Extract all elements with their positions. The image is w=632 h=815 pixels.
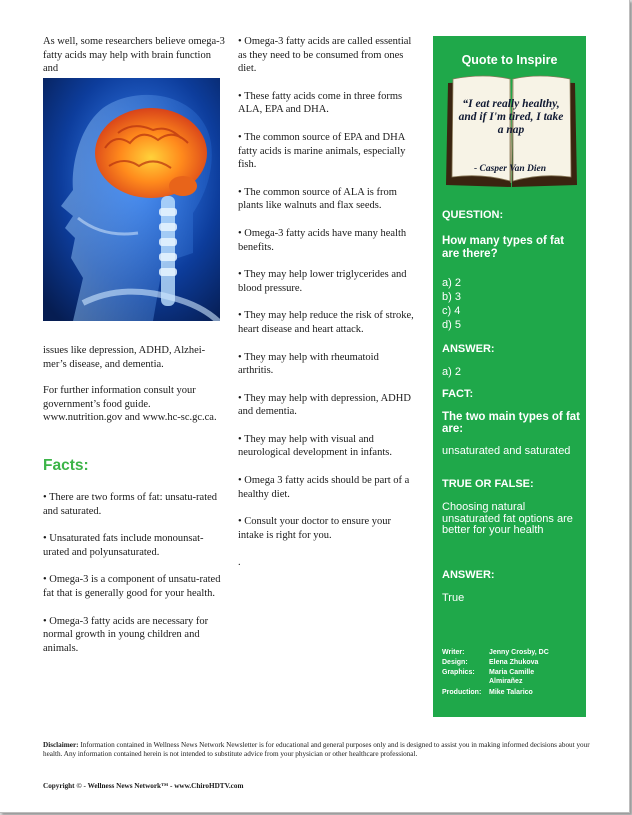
bullet-item: • Omega-3 fatty acids are called essential as they need to be consumed from ones diet. bbox=[238, 36, 412, 75]
bullet-item: • The common source of EPA and DHA fatty acids is marine animals, especially fish. bbox=[238, 131, 406, 171]
disclaimer-text: Information contained in Wellness News Network Newsletter is for educational and general purposes only and is designed to assist you in making informed decisions about your health. Any information contained herein is not intended to substitute advice from your physician or other healthcare professional. bbox=[43, 741, 590, 759]
bullet-item: • These fatty acids come in three forms ALA, EPA and DHA. bbox=[238, 90, 403, 116]
quote-title: Quote to Inspire bbox=[461, 53, 558, 67]
brain-illustration bbox=[43, 78, 220, 321]
answer-option: b) 3 bbox=[442, 291, 461, 303]
answer-option: c) 4 bbox=[442, 305, 461, 317]
left-column bbox=[43, 35, 228, 76]
conditions-text: issues like depression, ADHD, Alzhei-mer’s disease, and dementia. bbox=[43, 345, 206, 370]
further-info-text: For further information consult your government’s food guide. www.nutrition.gov and www.hc-sc.gc.ca. bbox=[43, 385, 217, 424]
question-label: QUESTION: bbox=[442, 209, 504, 221]
credit-name: Elena Zhukova bbox=[489, 659, 539, 666]
credit-name: Mike Talarico bbox=[489, 689, 533, 696]
credit-role: Production: bbox=[442, 689, 482, 696]
bullet-item: • The common source of ALA is from plants like walnuts and flax seeds. bbox=[238, 186, 397, 212]
column-end-mark: . bbox=[238, 557, 241, 569]
disclaimer-label: Disclaimer: bbox=[43, 741, 79, 749]
disclaimer bbox=[43, 741, 593, 759]
quote-sidebar bbox=[433, 36, 586, 717]
tf-answer-label: ANSWER: bbox=[442, 569, 495, 581]
fact-item: • Unsaturated fats include monounsat-urated and polyunsaturated. bbox=[43, 533, 204, 558]
credit-name: Jenny Crosby, DC bbox=[489, 649, 549, 656]
fact-label: FACT: bbox=[442, 388, 474, 400]
quote-text: “I eat really healthy, and if I'm tired, I take a nap bbox=[458, 98, 564, 136]
fact-item: • There are two forms of fat: unsatu-rated and saturated. bbox=[43, 492, 218, 517]
bullet-item: • Omega-3 fatty acids have many health benefits. bbox=[238, 227, 407, 253]
answer-text: a) 2 bbox=[442, 366, 461, 378]
true-false-label: TRUE OR FALSE: bbox=[442, 478, 534, 490]
bullet-item: • They may help with visual and neurological development in infants. bbox=[238, 433, 392, 459]
quote-author: - Casper Van Dien bbox=[473, 164, 547, 174]
answer-option: d) 5 bbox=[442, 319, 461, 331]
bullet-item: • They may help with depression, ADHD and dementia. bbox=[238, 392, 411, 418]
answer-option: a) 2 bbox=[442, 277, 461, 289]
copyright: Copyright © - Wellness News Network™ - www.ChiroHDTV.com bbox=[43, 782, 244, 790]
bullet-item: • Consult your doctor to ensure your intake is right for you. bbox=[238, 516, 391, 541]
bullet-item: • They may help lower triglycerides and blood pressure. bbox=[238, 269, 407, 294]
facts-list bbox=[43, 491, 229, 655]
bullet-item: • Omega 3 fatty acids should be part of a healthy diet. bbox=[238, 475, 410, 500]
fact-item: • Omega-3 is a component of unsatu-rated fat that is generally good for your health. bbox=[43, 574, 221, 599]
credit-role: Graphics: bbox=[442, 669, 475, 676]
credit-role: Writer: bbox=[442, 649, 465, 656]
left-column-continued bbox=[43, 344, 228, 425]
intro-text: As well, some researchers believe omega-3 fatty acids may help with brain function and bbox=[43, 36, 225, 75]
fact-item: • Omega-3 fatty acids are necessary for normal growth in young children and animals. bbox=[43, 615, 209, 654]
answer-label: ANSWER: bbox=[442, 343, 495, 355]
credit-name: Maria Camille Almirañez bbox=[489, 669, 535, 685]
true-false-question: Choosing natural unsaturated fat options are better for your health bbox=[442, 501, 573, 536]
credit-role: Design: bbox=[442, 659, 468, 666]
question-text: How many types of fat are there? bbox=[442, 235, 565, 260]
bullet-item: • They may help reduce the risk of stroke, heart disease and heart attack. bbox=[238, 310, 414, 335]
fact-title: The two main types of fat are: bbox=[442, 411, 581, 435]
bullet-item: • They may help with rheumatoid arthritis. bbox=[238, 351, 379, 377]
facts-heading: Facts: bbox=[43, 457, 89, 474]
fact-text: unsaturated and saturated bbox=[442, 445, 571, 457]
middle-column bbox=[238, 35, 416, 570]
tf-answer-text: True bbox=[442, 592, 465, 604]
